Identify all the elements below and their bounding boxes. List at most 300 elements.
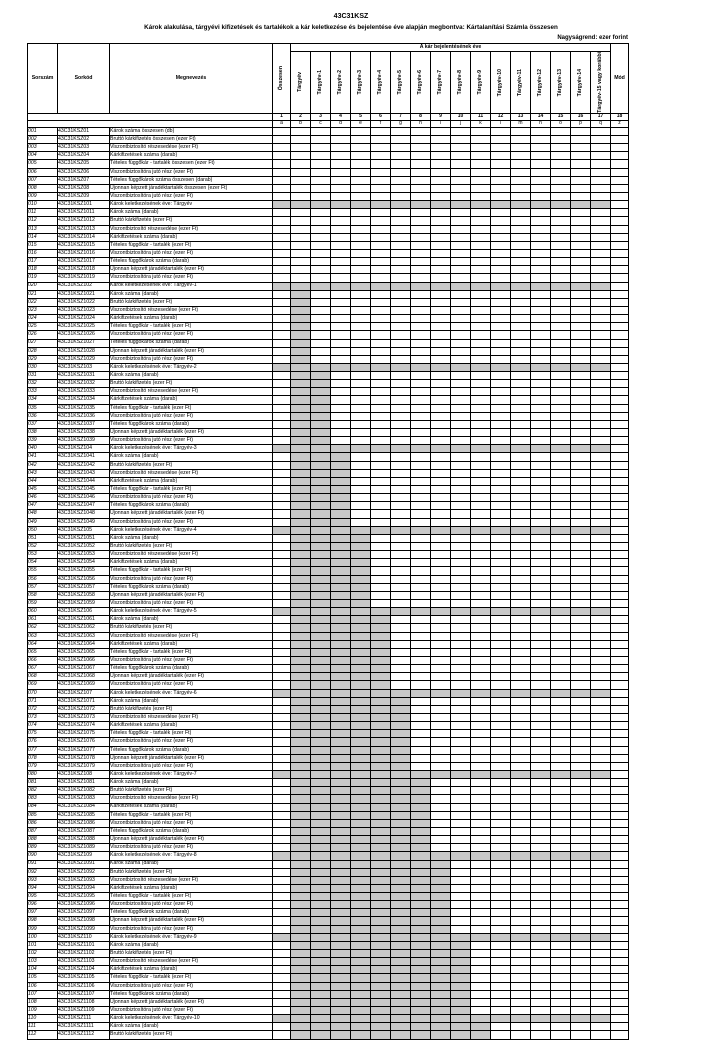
data-cell[interactable] — [571, 941, 591, 949]
data-cell[interactable] — [571, 144, 591, 152]
data-cell[interactable] — [311, 836, 331, 844]
data-cell[interactable] — [351, 176, 371, 184]
data-cell[interactable] — [391, 298, 411, 306]
data-cell[interactable] — [471, 746, 491, 754]
data-cell[interactable] — [571, 420, 591, 428]
data-cell[interactable] — [511, 827, 531, 835]
data-cell[interactable] — [591, 127, 611, 135]
data-cell[interactable] — [451, 754, 471, 762]
data-cell[interactable] — [531, 380, 551, 388]
data-cell[interactable] — [571, 811, 591, 819]
data-cell[interactable] — [531, 510, 551, 518]
data-cell[interactable] — [371, 917, 391, 925]
data-cell[interactable] — [411, 860, 431, 868]
data-cell[interactable] — [351, 420, 371, 428]
data-cell[interactable] — [291, 429, 311, 437]
data-cell[interactable] — [311, 127, 331, 135]
data-cell[interactable] — [331, 551, 351, 559]
data-cell[interactable] — [391, 323, 411, 331]
data-cell[interactable] — [291, 746, 311, 754]
data-cell[interactable] — [411, 184, 431, 192]
data-cell[interactable] — [311, 673, 331, 681]
data-cell[interactable] — [531, 404, 551, 412]
data-cell[interactable] — [311, 209, 331, 217]
data-cell[interactable] — [311, 583, 331, 591]
data-cell[interactable] — [571, 306, 591, 314]
data-cell[interactable] — [491, 746, 511, 754]
data-cell[interactable] — [311, 306, 331, 314]
data-cell[interactable] — [411, 323, 431, 331]
data-cell[interactable] — [351, 1007, 371, 1015]
data-cell[interactable] — [491, 860, 511, 868]
data-cell[interactable] — [511, 266, 531, 274]
data-cell[interactable] — [431, 860, 451, 868]
data-cell[interactable] — [531, 917, 551, 925]
data-cell[interactable] — [571, 176, 591, 184]
data-cell[interactable] — [611, 388, 629, 396]
data-cell[interactable] — [591, 819, 611, 827]
data-cell[interactable] — [551, 730, 571, 738]
data-cell[interactable] — [291, 827, 311, 835]
data-cell[interactable] — [451, 966, 471, 974]
data-cell[interactable] — [471, 713, 491, 721]
data-cell[interactable] — [331, 380, 351, 388]
data-cell[interactable] — [311, 534, 331, 542]
data-cell[interactable] — [351, 453, 371, 461]
data-cell[interactable] — [491, 600, 511, 608]
data-cell[interactable] — [431, 192, 451, 200]
data-cell[interactable] — [531, 209, 551, 217]
data-cell[interactable] — [273, 339, 291, 347]
data-cell[interactable] — [611, 941, 629, 949]
data-cell[interactable] — [491, 974, 511, 982]
data-cell[interactable] — [311, 950, 331, 958]
data-cell[interactable] — [531, 412, 551, 420]
data-cell[interactable] — [451, 412, 471, 420]
data-cell[interactable] — [551, 315, 571, 323]
data-cell[interactable] — [611, 290, 629, 298]
data-cell[interactable] — [431, 909, 451, 917]
data-cell[interactable] — [371, 258, 391, 266]
data-cell[interactable] — [391, 925, 411, 933]
data-cell[interactable] — [591, 453, 611, 461]
data-cell[interactable] — [591, 160, 611, 168]
data-cell[interactable] — [551, 665, 571, 673]
data-cell[interactable] — [571, 1023, 591, 1031]
data-cell[interactable] — [391, 705, 411, 713]
data-cell[interactable] — [411, 656, 431, 664]
data-cell[interactable] — [291, 192, 311, 200]
data-cell[interactable] — [273, 477, 291, 485]
data-cell[interactable] — [611, 494, 629, 502]
data-cell[interactable] — [431, 656, 451, 664]
data-cell[interactable] — [451, 844, 471, 852]
data-cell[interactable] — [471, 998, 491, 1006]
data-cell[interactable] — [371, 868, 391, 876]
data-cell[interactable] — [431, 876, 451, 884]
data-cell[interactable] — [571, 722, 591, 730]
data-cell[interactable] — [411, 941, 431, 949]
data-cell[interactable] — [611, 559, 629, 567]
data-cell[interactable] — [411, 396, 431, 404]
data-cell[interactable] — [571, 315, 591, 323]
data-cell[interactable] — [431, 803, 451, 811]
data-cell[interactable] — [571, 412, 591, 420]
data-cell[interactable] — [551, 762, 571, 770]
data-cell[interactable] — [511, 290, 531, 298]
data-cell[interactable] — [571, 1031, 591, 1039]
data-cell[interactable] — [591, 779, 611, 787]
data-cell[interactable] — [391, 819, 411, 827]
data-cell[interactable] — [471, 600, 491, 608]
data-cell[interactable] — [411, 331, 431, 339]
data-cell[interactable] — [351, 827, 371, 835]
data-cell[interactable] — [511, 640, 531, 648]
data-cell[interactable] — [291, 347, 311, 355]
data-cell[interactable] — [273, 705, 291, 713]
data-cell[interactable] — [611, 884, 629, 892]
data-cell[interactable] — [371, 404, 391, 412]
data-cell[interactable] — [491, 355, 511, 363]
data-cell[interactable] — [351, 168, 371, 176]
data-cell[interactable] — [391, 152, 411, 160]
data-cell[interactable] — [491, 380, 511, 388]
data-cell[interactable] — [531, 168, 551, 176]
data-cell[interactable] — [331, 534, 351, 542]
data-cell[interactable] — [591, 412, 611, 420]
data-cell[interactable] — [491, 583, 511, 591]
data-cell[interactable] — [511, 738, 531, 746]
data-cell[interactable] — [311, 217, 331, 225]
data-cell[interactable] — [511, 836, 531, 844]
data-cell[interactable] — [591, 640, 611, 648]
data-cell[interactable] — [531, 705, 551, 713]
data-cell[interactable] — [351, 412, 371, 420]
data-cell[interactable] — [591, 192, 611, 200]
data-cell[interactable] — [371, 534, 391, 542]
data-cell[interactable] — [451, 152, 471, 160]
data-cell[interactable] — [273, 380, 291, 388]
data-cell[interactable] — [491, 990, 511, 998]
data-cell[interactable] — [273, 355, 291, 363]
data-cell[interactable] — [531, 1023, 551, 1031]
data-cell[interactable] — [511, 705, 531, 713]
data-cell[interactable] — [551, 233, 571, 241]
data-cell[interactable] — [311, 315, 331, 323]
data-cell[interactable] — [611, 461, 629, 469]
data-cell[interactable] — [511, 404, 531, 412]
data-cell[interactable] — [491, 461, 511, 469]
data-cell[interactable] — [291, 477, 311, 485]
data-cell[interactable] — [411, 372, 431, 380]
data-cell[interactable] — [571, 819, 591, 827]
data-cell[interactable] — [591, 950, 611, 958]
data-cell[interactable] — [471, 225, 491, 233]
data-cell[interactable] — [351, 901, 371, 909]
data-cell[interactable] — [391, 762, 411, 770]
data-cell[interactable] — [411, 583, 431, 591]
data-cell[interactable] — [351, 884, 371, 892]
data-cell[interactable] — [311, 982, 331, 990]
data-cell[interactable] — [551, 420, 571, 428]
data-cell[interactable] — [291, 909, 311, 917]
data-cell[interactable] — [371, 632, 391, 640]
data-cell[interactable] — [331, 746, 351, 754]
data-cell[interactable] — [471, 372, 491, 380]
data-cell[interactable] — [331, 559, 351, 567]
data-cell[interactable] — [531, 437, 551, 445]
data-cell[interactable] — [511, 152, 531, 160]
data-cell[interactable] — [471, 168, 491, 176]
data-cell[interactable] — [611, 412, 629, 420]
data-cell[interactable] — [611, 754, 629, 762]
data-cell[interactable] — [351, 315, 371, 323]
data-cell[interactable] — [611, 656, 629, 664]
data-cell[interactable] — [551, 966, 571, 974]
data-cell[interactable] — [531, 990, 551, 998]
data-cell[interactable] — [391, 461, 411, 469]
data-cell[interactable] — [531, 331, 551, 339]
data-cell[interactable] — [391, 966, 411, 974]
data-cell[interactable] — [591, 298, 611, 306]
data-cell[interactable] — [411, 144, 431, 152]
data-cell[interactable] — [471, 876, 491, 884]
data-cell[interactable] — [551, 583, 571, 591]
data-cell[interactable] — [491, 420, 511, 428]
data-cell[interactable] — [551, 412, 571, 420]
data-cell[interactable] — [551, 404, 571, 412]
data-cell[interactable] — [551, 567, 571, 575]
data-cell[interactable] — [273, 876, 291, 884]
data-cell[interactable] — [491, 925, 511, 933]
data-cell[interactable] — [411, 404, 431, 412]
data-cell[interactable] — [351, 217, 371, 225]
data-cell[interactable] — [331, 998, 351, 1006]
data-cell[interactable] — [273, 836, 291, 844]
data-cell[interactable] — [611, 323, 629, 331]
data-cell[interactable] — [611, 217, 629, 225]
data-cell[interactable] — [391, 754, 411, 762]
data-cell[interactable] — [611, 510, 629, 518]
data-cell[interactable] — [273, 901, 291, 909]
data-cell[interactable] — [291, 152, 311, 160]
data-cell[interactable] — [591, 1007, 611, 1015]
data-cell[interactable] — [311, 827, 331, 835]
data-cell[interactable] — [591, 754, 611, 762]
data-cell[interactable] — [371, 209, 391, 217]
data-cell[interactable] — [371, 274, 391, 282]
data-cell[interactable] — [351, 152, 371, 160]
data-cell[interactable] — [491, 754, 511, 762]
data-cell[interactable] — [511, 372, 531, 380]
data-cell[interactable] — [391, 974, 411, 982]
data-cell[interactable] — [511, 811, 531, 819]
data-cell[interactable] — [451, 697, 471, 705]
data-cell[interactable] — [311, 648, 331, 656]
data-cell[interactable] — [311, 494, 331, 502]
data-cell[interactable] — [591, 958, 611, 966]
data-cell[interactable] — [471, 502, 491, 510]
data-cell[interactable] — [611, 925, 629, 933]
data-cell[interactable] — [551, 152, 571, 160]
data-cell[interactable] — [491, 941, 511, 949]
data-cell[interactable] — [511, 681, 531, 689]
data-cell[interactable] — [591, 665, 611, 673]
data-cell[interactable] — [491, 453, 511, 461]
data-cell[interactable] — [351, 144, 371, 152]
data-cell[interactable] — [351, 998, 371, 1006]
data-cell[interactable] — [491, 893, 511, 901]
data-cell[interactable] — [551, 909, 571, 917]
data-cell[interactable] — [391, 803, 411, 811]
data-cell[interactable] — [511, 241, 531, 249]
data-cell[interactable] — [551, 1031, 571, 1039]
data-cell[interactable] — [451, 534, 471, 542]
data-cell[interactable] — [331, 656, 351, 664]
data-cell[interactable] — [571, 192, 591, 200]
data-cell[interactable] — [351, 494, 371, 502]
data-cell[interactable] — [511, 925, 531, 933]
data-cell[interactable] — [291, 225, 311, 233]
data-cell[interactable] — [273, 315, 291, 323]
data-cell[interactable] — [531, 135, 551, 143]
data-cell[interactable] — [511, 917, 531, 925]
data-cell[interactable] — [431, 998, 451, 1006]
data-cell[interactable] — [471, 917, 491, 925]
data-cell[interactable] — [531, 803, 551, 811]
data-cell[interactable] — [391, 567, 411, 575]
data-cell[interactable] — [491, 518, 511, 526]
data-cell[interactable] — [551, 779, 571, 787]
data-cell[interactable] — [371, 502, 391, 510]
data-cell[interactable] — [411, 192, 431, 200]
data-cell[interactable] — [611, 787, 629, 795]
data-cell[interactable] — [391, 990, 411, 998]
data-cell[interactable] — [511, 950, 531, 958]
data-cell[interactable] — [331, 192, 351, 200]
data-cell[interactable] — [451, 673, 471, 681]
data-cell[interactable] — [531, 323, 551, 331]
data-cell[interactable] — [551, 160, 571, 168]
data-cell[interactable] — [351, 656, 371, 664]
data-cell[interactable] — [511, 819, 531, 827]
data-cell[interactable] — [431, 127, 451, 135]
data-cell[interactable] — [531, 575, 551, 583]
data-cell[interactable] — [291, 632, 311, 640]
data-cell[interactable] — [291, 795, 311, 803]
data-cell[interactable] — [273, 225, 291, 233]
data-cell[interactable] — [551, 551, 571, 559]
data-cell[interactable] — [571, 884, 591, 892]
data-cell[interactable] — [391, 168, 411, 176]
data-cell[interactable] — [591, 372, 611, 380]
data-cell[interactable] — [451, 909, 471, 917]
data-cell[interactable] — [471, 534, 491, 542]
data-cell[interactable] — [331, 893, 351, 901]
data-cell[interactable] — [411, 779, 431, 787]
data-cell[interactable] — [391, 534, 411, 542]
data-cell[interactable] — [351, 290, 371, 298]
data-cell[interactable] — [571, 762, 591, 770]
data-cell[interactable] — [471, 339, 491, 347]
data-cell[interactable] — [371, 559, 391, 567]
data-cell[interactable] — [411, 893, 431, 901]
data-cell[interactable] — [611, 665, 629, 673]
data-cell[interactable] — [591, 600, 611, 608]
data-cell[interactable] — [331, 860, 351, 868]
data-cell[interactable] — [571, 429, 591, 437]
data-cell[interactable] — [451, 836, 471, 844]
data-cell[interactable] — [311, 412, 331, 420]
data-cell[interactable] — [471, 624, 491, 632]
data-cell[interactable] — [351, 583, 371, 591]
data-cell[interactable] — [591, 429, 611, 437]
data-cell[interactable] — [391, 266, 411, 274]
data-cell[interactable] — [273, 209, 291, 217]
data-cell[interactable] — [571, 705, 591, 713]
data-cell[interactable] — [331, 543, 351, 551]
data-cell[interactable] — [411, 990, 431, 998]
data-cell[interactable] — [351, 779, 371, 787]
data-cell[interactable] — [611, 225, 629, 233]
data-cell[interactable] — [311, 469, 331, 477]
data-cell[interactable] — [291, 241, 311, 249]
data-cell[interactable] — [611, 591, 629, 599]
data-cell[interactable] — [611, 355, 629, 363]
data-cell[interactable] — [471, 429, 491, 437]
data-cell[interactable] — [273, 135, 291, 143]
data-cell[interactable] — [291, 730, 311, 738]
data-cell[interactable] — [273, 762, 291, 770]
data-cell[interactable] — [611, 998, 629, 1006]
data-cell[interactable] — [551, 950, 571, 958]
data-cell[interactable] — [411, 966, 431, 974]
data-cell[interactable] — [391, 396, 411, 404]
data-cell[interactable] — [291, 412, 311, 420]
data-cell[interactable] — [431, 135, 451, 143]
data-cell[interactable] — [531, 420, 551, 428]
data-cell[interactable] — [591, 396, 611, 404]
data-cell[interactable] — [571, 844, 591, 852]
data-cell[interactable] — [291, 306, 311, 314]
data-cell[interactable] — [611, 298, 629, 306]
data-cell[interactable] — [511, 339, 531, 347]
data-cell[interactable] — [391, 787, 411, 795]
data-cell[interactable] — [511, 795, 531, 803]
data-cell[interactable] — [351, 266, 371, 274]
data-cell[interactable] — [571, 380, 591, 388]
data-cell[interactable] — [471, 469, 491, 477]
data-cell[interactable] — [491, 551, 511, 559]
data-cell[interactable] — [273, 803, 291, 811]
data-cell[interactable] — [291, 534, 311, 542]
data-cell[interactable] — [491, 144, 511, 152]
data-cell[interactable] — [491, 1007, 511, 1015]
data-cell[interactable] — [371, 844, 391, 852]
data-cell[interactable] — [351, 738, 371, 746]
data-cell[interactable] — [551, 135, 571, 143]
data-cell[interactable] — [531, 974, 551, 982]
data-cell[interactable] — [611, 730, 629, 738]
data-cell[interactable] — [591, 534, 611, 542]
data-cell[interactable] — [511, 754, 531, 762]
data-cell[interactable] — [471, 510, 491, 518]
data-cell[interactable] — [431, 632, 451, 640]
data-cell[interactable] — [331, 754, 351, 762]
data-cell[interactable] — [451, 298, 471, 306]
data-cell[interactable] — [331, 575, 351, 583]
data-cell[interactable] — [431, 762, 451, 770]
